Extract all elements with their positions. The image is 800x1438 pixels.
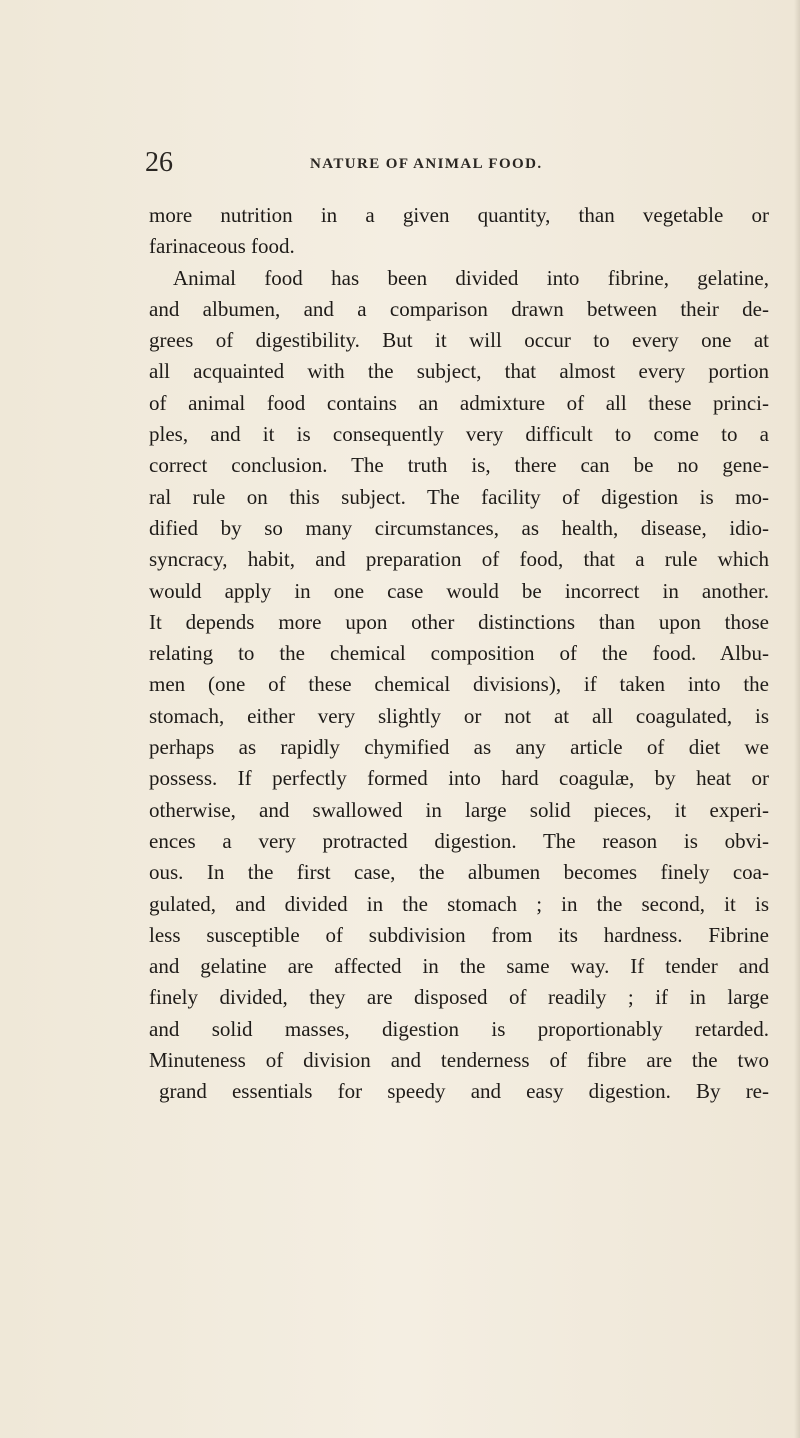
text-line: perhaps as rapidly chymified as any article of diet we	[149, 735, 769, 760]
text-line: correct conclusion. The truth is, there can be no gene-	[149, 453, 769, 478]
text-line: ous. In the first case, the albumen becomes finely coa-	[149, 860, 769, 885]
text-line: possess. If perfectly formed into hard coagulæ, by heat or	[149, 766, 769, 791]
text-line: otherwise, and swallowed in large solid pieces, it experi-	[149, 797, 769, 822]
text-line: and albumen, and a comparison drawn between their de-	[149, 296, 769, 321]
text-line: and solid masses, digestion is proportionably retarded.	[149, 1016, 769, 1041]
text-line: gulated, and divided in the stomach ; in the second, it is	[149, 891, 769, 916]
text-line: would apply in one case would be incorrect in another.	[149, 578, 769, 603]
text-line: syncracy, habit, and preparation of food, that a rule which	[149, 547, 769, 572]
running-head	[145, 146, 705, 186]
text-line: ences a very protracted digestion. The reason is obvi-	[149, 828, 769, 853]
body-text	[149, 200, 769, 1108]
text-line: less susceptible of subdivision from its hardness. Fibrine	[149, 922, 769, 947]
text-line: ral rule on this subject. The facility of digestion is mo-	[149, 484, 769, 509]
text-line: It depends more upon other distinctions than upon those	[149, 609, 769, 634]
text-line: grand essentials for speedy and easy digestion. By re-	[159, 1079, 769, 1104]
text-line: more nutrition in a given quantity, than vegetable or	[149, 203, 769, 227]
text-line: dified by so many circumstances, as health, disease, idio-	[149, 515, 769, 540]
text-line: and gelatine are affected in the same way. If tender and	[149, 954, 769, 979]
page-edge-shadow	[794, 0, 800, 1438]
text-line: relating to the chemical composition of the food. Albu-	[149, 641, 769, 666]
text-line: stomach, either very slightly or not at all coagulated, is	[149, 703, 769, 728]
text-line: Minuteness of division and tenderness of fibre are the two	[149, 1048, 769, 1073]
running-title: NATURE OF ANIMAL FOOD.	[310, 156, 543, 172]
text-line: grees of digestibility. But it will occur to every one at	[149, 328, 769, 353]
text-line: of animal food contains an admixture of all these princi-	[149, 390, 769, 415]
text-line: Animal food has been divided into fibrine, gelatine,	[173, 265, 769, 290]
text-line: men (one of these chemical divisions), if taken into the	[149, 672, 769, 697]
text-line: farinaceous food.	[149, 234, 295, 259]
text-line: ples, and it is consequently very difficult to come to a	[149, 422, 769, 447]
page-number: 26	[145, 147, 173, 178]
text-line: finely divided, they are disposed of readily ; if in large	[149, 985, 769, 1010]
text-line: all acquainted with the subject, that almost every portion	[149, 359, 769, 384]
